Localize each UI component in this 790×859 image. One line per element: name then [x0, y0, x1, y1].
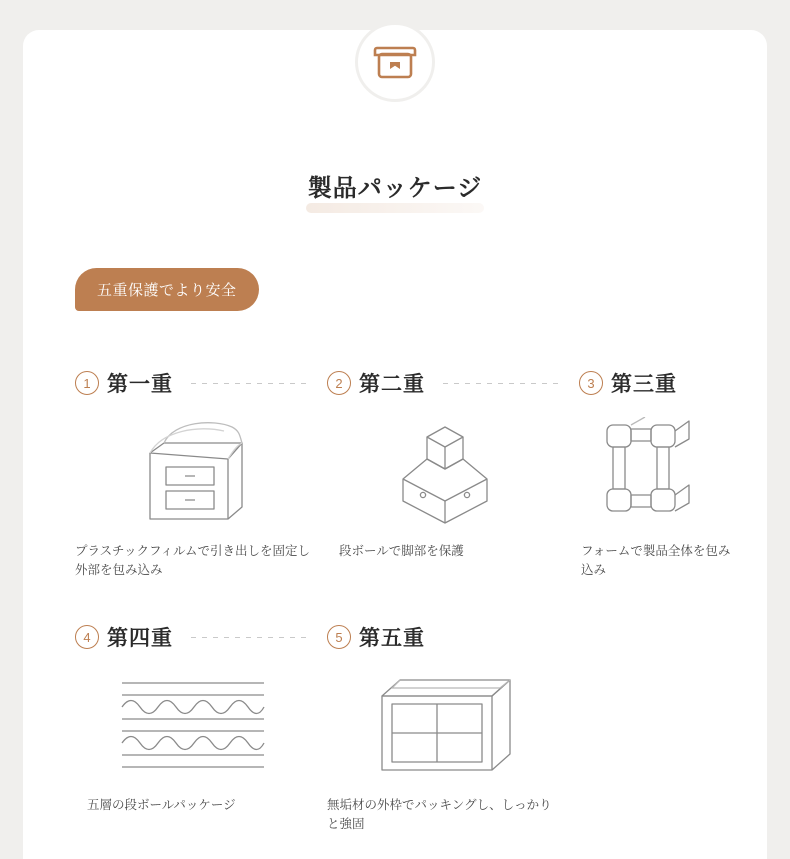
step-header: [75, 368, 310, 398]
step-caption: プラスチックフィルムで引き出しを固定し外部を包み込み: [75, 544, 311, 577]
step-caption: 五層の段ボールパッケージ: [87, 798, 236, 812]
step-item-2: [327, 368, 562, 561]
page-title: 製品パッケージ: [307, 175, 483, 202]
step-header: [579, 368, 739, 398]
plastic-film-wrapped-cabinet-icon: [75, 412, 310, 532]
step-item-4: [75, 622, 310, 815]
dotted-divider: [191, 637, 306, 638]
foam-frame-icon: [579, 412, 739, 532]
step-label: 第五重: [359, 627, 425, 650]
step-header: [327, 622, 562, 652]
solid-wood-crate-icon: [327, 666, 562, 786]
step-label: 第一重: [107, 373, 173, 396]
step-number: 2: [327, 371, 351, 395]
step-header: [327, 368, 562, 398]
step-label: 第三重: [611, 373, 677, 396]
step-number: 1: [75, 371, 99, 395]
title-underline: [306, 203, 484, 213]
step-caption: 段ボールで脚部を保護: [339, 544, 464, 558]
step-caption: 無垢材の外枠でパッキングし、しっかりと強固: [327, 798, 552, 831]
dotted-divider: [191, 383, 306, 384]
step-item-3: [579, 368, 739, 580]
dotted-divider: [443, 383, 558, 384]
step-number: 5: [327, 625, 351, 649]
step-label: 第二重: [359, 373, 425, 396]
step-header: [75, 622, 310, 652]
five-layer-corrugated-board-icon: [75, 666, 310, 786]
step-caption: フォームで製品全体を包み込み: [581, 544, 731, 577]
step-number: 4: [75, 625, 99, 649]
step-item-5: [327, 622, 562, 834]
step-number: 3: [579, 371, 603, 395]
cardboard-leg-protector-icon: [327, 412, 562, 532]
package-box-icon: [355, 22, 435, 102]
step-item-1: [75, 368, 310, 580]
status-badge: 五重保護でより安全: [75, 268, 259, 311]
step-label: 第四重: [107, 627, 173, 650]
